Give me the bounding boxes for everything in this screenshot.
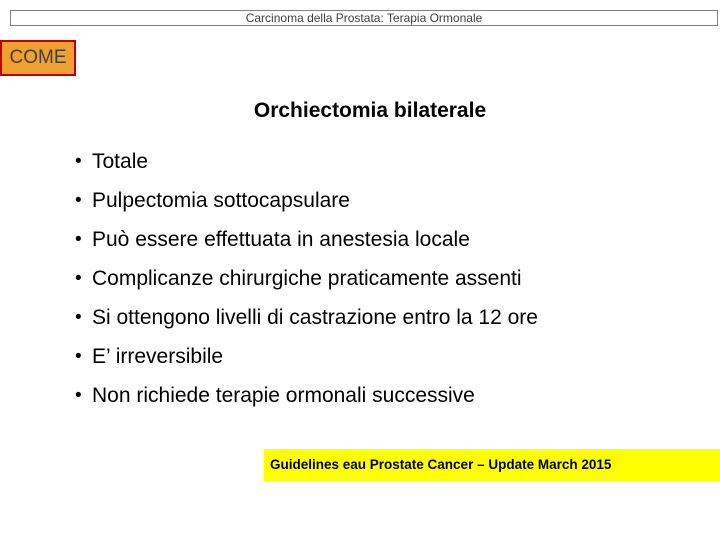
header-title: Carcinoma della Prostata: Terapia Ormonale [245,11,483,25]
bullet-item [0,380,720,419]
bullet-icon: • [75,346,82,367]
bullet-icon: • [75,229,82,250]
section-tag [0,40,76,76]
bullet-item [0,302,720,341]
bullet-item [0,185,720,224]
bullet-item [0,341,720,380]
bullet-list [0,146,720,419]
bullet-text: Pulpectomia sottocapsulare [92,189,350,212]
bullet-text: Si ottengono livelli di castrazione entro la 12 ore [92,306,538,329]
bullet-icon: • [75,268,82,289]
bullet-icon: • [75,307,82,328]
slide-title: Orchiectomia bilaterale [253,99,487,122]
bullet-item [0,224,720,263]
bullet-icon: • [75,151,82,172]
bullet-text: E’ irreversibile [92,345,224,368]
section-tag-label: COME [9,47,67,68]
bullet-text: Può essere effettuata in anestesia locale [92,228,470,251]
header-title-bar [10,10,718,26]
source-citation-text: Guidelines eau Prostate Cancer – Update March 2015 [270,457,612,472]
bullet-icon: • [75,190,82,211]
bullet-text: Complicanze chirurgiche praticamente assenti [92,267,522,290]
source-citation [264,449,720,481]
bullet-item [0,146,720,185]
bullet-text: Non richiede terapie ormonali successive [92,384,475,407]
bullet-text: Totale [92,150,149,173]
bullet-icon: • [75,385,82,406]
bullet-item [0,263,720,302]
